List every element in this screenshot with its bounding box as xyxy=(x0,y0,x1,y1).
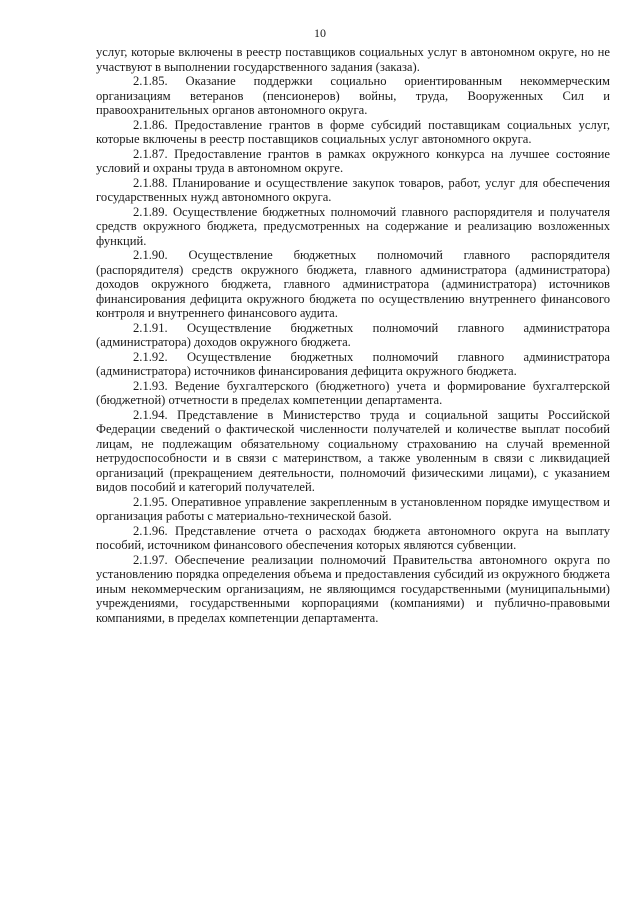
paragraph-2-1-87: 2.1.87. Предоставление грантов в рамках окружного конкурса на лучшее состояние условий и охраны труда в автономном округе. xyxy=(96,146,610,175)
paragraph-2-1-95: 2.1.95. Оперативное управление закрепленным в установленном порядке имуществом и организация работы с материально-технической базой. xyxy=(96,494,610,523)
paragraph-2-1-90: 2.1.90. Осуществление бюджетных полномочий главного распорядителя (распорядителя) средств окружного бюджета, главного администратора (администратора) доходов окружного бюджета, главного администратора (администратора) источников финансирования дефицита окружного бюджета по осуществлению внутреннего финансового контроля и внутреннего финансового аудита. xyxy=(96,248,610,320)
paragraph-2-1-91: 2.1.91. Осуществление бюджетных полномочий главного администратора (администратора) доходов окружного бюджета. xyxy=(96,320,610,349)
paragraph-2-1-96: 2.1.96. Представление отчета о расходах бюджета автономного округа на выплату пособий, источником финансового обеспечения которых являются субвенции. xyxy=(96,523,610,552)
paragraph-2-1-92: 2.1.92. Осуществление бюджетных полномочий главного администратора (администратора) источников финансирования дефицита окружного бюджета. xyxy=(96,349,610,378)
paragraph-2-1-94: 2.1.94. Представление в Министерство труда и социальной защиты Российской Федерации сведений о фактической численности получателей и количестве выплат пособий лицам, не подлежащим обязательному социальному страхованию на случай временной нетрудоспособности и в связи с материнством, а также уволенным в связи с ликвидацией организаций (прекращением деятельности, полномочий физическими лицами), с указанием видов пособий и категорий получателей. xyxy=(96,407,610,494)
paragraph-continuation: услуг, которые включены в реестр поставщиков социальных услуг в автономном округе, но не участвуют в выполнении государственного задания (заказа). xyxy=(96,45,610,74)
paragraph-2-1-97: 2.1.97. Обеспечение реализации полномочий Правительства автономного округа по установлению порядка определения объема и предоставления субсидий из окружного бюджета иным некоммерческим организациям, не являющимся государственными (муниципальными) учреждениями, государственными корпорациями (компаниями) и публично-правовыми компаниями, в пределах компетенции департамента. xyxy=(96,552,610,625)
paragraph-2-1-86: 2.1.86. Предоставление грантов в форме субсидий поставщикам социальных услуг, которые включены в реестр поставщиков социальных услуг автономного округа. xyxy=(96,117,610,146)
page-number: 10 xyxy=(314,26,326,40)
paragraph-2-1-93: 2.1.93. Ведение бухгалтерского (бюджетного) учета и формирование бухгалтерской (бюджетной) отчетности в пределах компетенции департамента. xyxy=(96,378,610,407)
paragraph-2-1-85: 2.1.85. Оказание поддержки социально ориентированным некоммерческим организациям ветеранов (пенсионеров) войны, труда, Вооруженных Сил и правоохранительных органов автономного округа. xyxy=(96,74,610,117)
document-body xyxy=(96,45,610,625)
paragraph-2-1-88: 2.1.88. Планирование и осуществление закупок товаров, работ, услуг для обеспечения государственных нужд автономного округа. xyxy=(96,175,610,204)
paragraph-2-1-89: 2.1.89. Осуществление бюджетных полномочий главного распорядителя и получателя средств окружного бюджета, предусмотренных на содержание и реализацию возложенных функций. xyxy=(96,204,610,248)
